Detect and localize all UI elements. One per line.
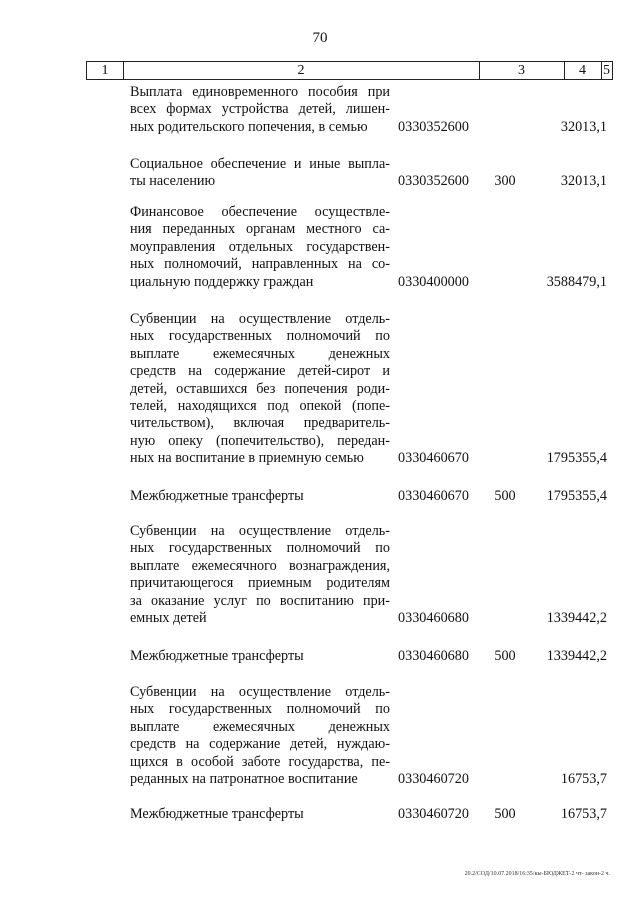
header-col-4: 4 [564, 62, 602, 79]
row-expense-type: 300 [494, 173, 516, 190]
row-name-line: Субвенции на осуществление отдель- [130, 523, 390, 539]
row-code: 0330352600 [398, 173, 469, 190]
row-name [130, 684, 390, 788]
row-name-line: ных государственных полномочий по [130, 328, 390, 345]
row-name [130, 311, 390, 468]
row-name-line: Финансовое обеспечение осуществле- [130, 204, 390, 220]
row-name [130, 204, 390, 291]
row-expense-type: 500 [494, 647, 516, 664]
table-row [0, 648, 640, 665]
row-name-line: емных детей [130, 610, 207, 627]
table-row [0, 204, 640, 291]
row-name-line: ных государственных полномочий по [130, 540, 390, 557]
row-name-line: Межбюджетные трансферты [130, 488, 304, 504]
row-amount: 32013,1 [560, 173, 607, 190]
table-row [0, 684, 640, 788]
table-row [0, 488, 640, 505]
header-col-5: 5 [603, 63, 610, 78]
row-expense-type: 500 [494, 805, 516, 822]
row-name [130, 806, 390, 823]
table-row [0, 311, 640, 468]
row-name-line: выплате ежемесячных денежных [130, 718, 390, 735]
row-name-line: причитающегося приемным родителям [130, 575, 390, 592]
row-name-line: чительством), включая предваритель- [130, 415, 390, 432]
row-name-line: выплате ежемесячных денежных [130, 345, 390, 362]
row-name-line: ную опеку (попечительство), передан- [130, 432, 390, 449]
row-expense-type: 500 [494, 487, 516, 504]
row-code: 0330400000 [398, 273, 469, 290]
row-name-line: средств на содержание детей-сирот и [130, 363, 390, 380]
row-name [130, 488, 390, 505]
row-amount: 3588479,1 [546, 273, 607, 290]
table-row [0, 156, 640, 191]
row-name-line: детей, оставшихся без попечения роди- [130, 380, 390, 397]
row-code: 0330460670 [398, 487, 469, 504]
row-name-line: ния переданных органам местного са- [130, 221, 390, 238]
footer-stamp: 20.2/СОД/10.07.2018/16:35/кы-БЮДЖЕТ-2 чт- закон-2 ч. [464, 871, 610, 877]
table-row [0, 84, 640, 136]
row-name-line: ных государственных полномочий по [130, 701, 390, 718]
row-name-line: выплате ежемесячного вознаграждения, [130, 557, 390, 574]
row-amount: 16753,7 [560, 770, 607, 787]
table-header [86, 61, 613, 80]
row-name [130, 156, 390, 191]
row-name-line: циальную поддержку граждан [130, 273, 314, 290]
row-name-line: Субвенции на осуществление отдель- [130, 311, 390, 327]
row-name-line: Социальное обеспечение и иные выпла- [130, 156, 390, 172]
row-name-line: щихся в особой заботе государства, пе- [130, 753, 390, 770]
row-name-line: реданных на патронатное воспитание [130, 771, 358, 788]
row-name-line: Выплата единовременного пособия при [130, 84, 390, 100]
row-name-line: ных на воспитание в приемную семью [130, 450, 364, 467]
row-name-line: ных родительского попечения, в семью [130, 118, 368, 135]
row-name-line: Межбюджетные трансферты [130, 648, 304, 664]
row-name-line: средств на содержание детей, нуждаю- [130, 736, 390, 753]
row-name-line: ных полномочий, направленных на со- [130, 256, 390, 273]
row-amount: 1795355,4 [546, 450, 607, 467]
row-code: 0330460670 [398, 450, 469, 467]
header-col-2: 2 [123, 62, 480, 79]
row-amount: 16753,7 [560, 805, 607, 822]
row-name-line: телей, находящихся под опекой (попе- [130, 398, 390, 415]
header-col-1: 1 [87, 62, 124, 79]
row-name-line: всех формах устройства детей, лишен- [130, 101, 390, 118]
row-amount: 1795355,4 [546, 487, 607, 504]
row-amount: 1339442,2 [546, 609, 607, 626]
page-number: 70 [312, 30, 328, 46]
row-name-line: моуправления отдельных государствен- [130, 238, 390, 255]
row-code: 0330460720 [398, 805, 469, 822]
row-name-line: за оказание услуг по воспитанию при- [130, 592, 390, 609]
row-code: 0330460720 [398, 770, 469, 787]
row-name [130, 523, 390, 627]
row-code: 0330460680 [398, 647, 469, 664]
row-code: 0330352600 [398, 118, 469, 135]
row-name-line: Субвенции на осуществление отдель- [130, 684, 390, 700]
row-name-line: ты населению [130, 173, 216, 190]
row-name-line: Межбюджетные трансферты [130, 806, 304, 822]
table-row [0, 523, 640, 627]
row-code: 0330460680 [398, 609, 469, 626]
table-row [0, 806, 640, 823]
row-amount: 32013,1 [560, 118, 607, 135]
row-name [130, 84, 390, 136]
header-col-3: 3 [479, 62, 565, 79]
row-name [130, 648, 390, 665]
row-amount: 1339442,2 [546, 647, 607, 664]
